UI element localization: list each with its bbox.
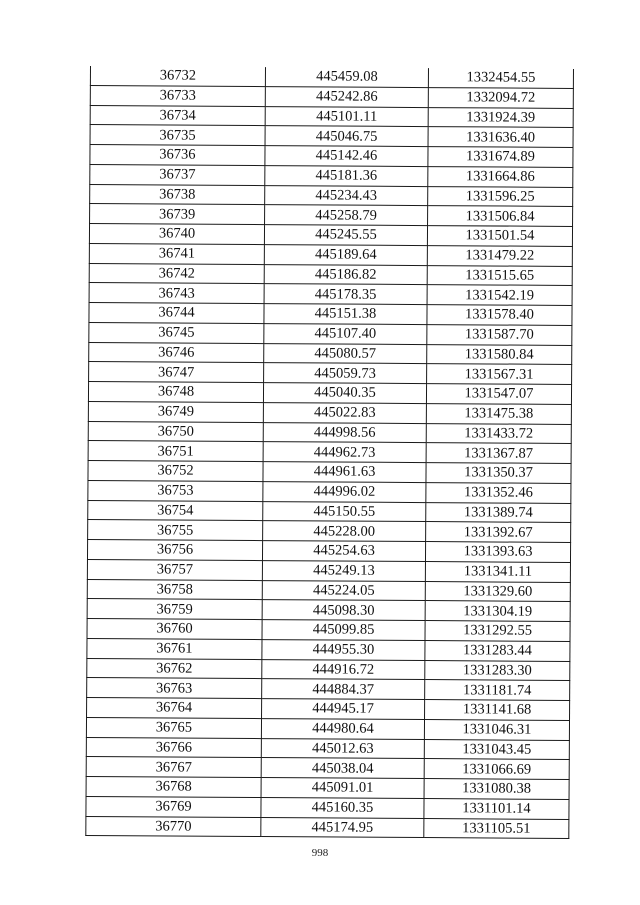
y-coordinate-cell: 1331341.11 [425, 561, 570, 582]
coordinates-table-body [86, 66, 574, 839]
y-coordinate-cell: 1331392.67 [426, 522, 571, 543]
table-row [88, 421, 571, 444]
table-row [89, 243, 572, 266]
point-id-cell: 36747 [89, 362, 264, 383]
table-row [87, 599, 570, 622]
x-coordinate-cell: 445022.83 [263, 402, 426, 423]
y-coordinate-cell: 1331596.25 [428, 186, 573, 207]
point-id-cell: 36755 [88, 520, 263, 541]
y-coordinate-cell: 1331105.51 [424, 818, 569, 839]
y-coordinate-cell: 1331043.45 [424, 739, 569, 760]
point-id-cell: 36751 [88, 441, 263, 462]
point-id-cell: 36749 [88, 401, 263, 422]
x-coordinate-cell: 445160.35 [261, 797, 424, 818]
table-row [90, 164, 573, 187]
y-coordinate-cell: 1331101.14 [424, 798, 569, 819]
table-row [87, 638, 570, 661]
x-coordinate-cell: 445242.86 [265, 86, 428, 107]
point-id-cell: 36735 [90, 125, 265, 146]
point-id-cell: 36746 [89, 342, 264, 363]
x-coordinate-cell: 444980.64 [261, 718, 424, 739]
point-id-cell: 36752 [88, 460, 263, 481]
table-row [89, 322, 572, 345]
point-id-cell: 36754 [88, 500, 263, 521]
table-row [90, 204, 573, 227]
y-coordinate-cell: 1331350.37 [426, 463, 571, 484]
point-id-cell: 36743 [89, 283, 264, 304]
point-id-cell: 36762 [87, 658, 262, 679]
y-coordinate-cell: 1331329.60 [425, 581, 570, 602]
y-coordinate-cell: 1331567.31 [427, 364, 572, 385]
point-id-cell: 36766 [86, 737, 261, 758]
y-coordinate-cell: 1331587.70 [427, 324, 572, 345]
y-coordinate-cell: 1331283.30 [425, 660, 570, 681]
y-coordinate-cell: 1331066.69 [424, 759, 569, 780]
table-row [89, 263, 572, 286]
point-id-cell: 36757 [87, 559, 262, 580]
x-coordinate-cell: 445080.57 [264, 343, 427, 364]
x-coordinate-cell: 444916.72 [262, 659, 425, 680]
point-id-cell: 36742 [89, 263, 264, 284]
y-coordinate-cell: 1331636.40 [428, 127, 573, 148]
x-coordinate-cell: 444945.17 [262, 699, 425, 720]
table-row [87, 539, 570, 562]
table-row [89, 224, 572, 247]
y-coordinate-cell: 1331080.38 [424, 779, 569, 800]
point-id-cell: 36734 [90, 105, 265, 126]
page-number: 998 [311, 847, 329, 859]
x-coordinate-cell: 445228.00 [263, 521, 426, 542]
y-coordinate-cell: 1331515.65 [427, 265, 572, 286]
y-coordinate-cell: 1331542.19 [427, 285, 572, 306]
table-row [86, 757, 569, 780]
table-row [90, 105, 573, 128]
x-coordinate-cell: 445099.85 [262, 620, 425, 641]
table-row [90, 145, 573, 168]
x-coordinate-cell: 445178.35 [264, 284, 427, 305]
point-id-cell: 36770 [86, 816, 261, 837]
x-coordinate-cell: 445040.35 [263, 383, 426, 404]
point-id-cell: 36769 [86, 796, 261, 817]
table-row [87, 579, 570, 602]
point-id-cell: 36737 [90, 164, 265, 185]
point-id-cell: 36744 [89, 302, 264, 323]
table-row [90, 85, 573, 108]
point-id-cell: 36768 [86, 776, 261, 797]
y-coordinate-cell: 1331304.19 [425, 601, 570, 622]
y-coordinate-cell: 1331506.84 [428, 206, 573, 227]
point-id-cell: 36759 [87, 599, 262, 620]
x-coordinate-cell: 445186.82 [264, 264, 427, 285]
table-row [88, 500, 571, 523]
table-row [88, 460, 571, 483]
y-coordinate-cell: 1331283.44 [425, 640, 570, 661]
y-coordinate-cell: 1331181.74 [425, 680, 570, 701]
x-coordinate-cell: 445059.73 [264, 363, 427, 384]
table-row [87, 559, 570, 582]
point-id-cell: 36753 [88, 480, 263, 501]
y-coordinate-cell: 1331501.54 [427, 226, 572, 247]
x-coordinate-cell: 445189.64 [264, 244, 427, 265]
point-id-cell: 36741 [89, 243, 264, 264]
x-coordinate-cell: 445012.63 [261, 738, 424, 759]
x-coordinate-cell: 445181.36 [265, 165, 428, 186]
table-row [86, 717, 569, 740]
point-id-cell: 36756 [87, 539, 262, 560]
x-coordinate-cell: 445091.01 [261, 778, 424, 799]
table-row [87, 678, 570, 701]
x-coordinate-cell: 445038.04 [261, 758, 424, 779]
x-coordinate-cell: 445046.75 [265, 126, 428, 147]
x-coordinate-cell: 444962.73 [263, 442, 426, 463]
table-row [89, 283, 572, 306]
coordinates-table [85, 66, 574, 839]
y-coordinate-cell: 1331367.87 [426, 443, 571, 464]
x-coordinate-cell: 445098.30 [262, 600, 425, 621]
table-row [88, 401, 571, 424]
x-coordinate-cell: 444996.02 [263, 481, 426, 502]
point-id-cell: 36738 [90, 184, 265, 205]
table-row [87, 658, 570, 681]
table-row [89, 362, 572, 385]
y-coordinate-cell: 1331389.74 [426, 502, 571, 523]
y-coordinate-cell: 1331924.39 [428, 107, 573, 128]
x-coordinate-cell: 445234.43 [265, 185, 428, 206]
y-coordinate-cell: 1331479.22 [427, 245, 572, 266]
point-id-cell: 36761 [87, 638, 262, 659]
y-coordinate-cell: 1331141.68 [425, 700, 570, 721]
table-row [89, 302, 572, 325]
table-row [90, 184, 573, 207]
point-id-cell: 36733 [90, 85, 265, 106]
x-coordinate-cell: 445142.46 [265, 146, 428, 167]
point-id-cell: 36732 [90, 66, 265, 86]
table-row [87, 697, 570, 720]
x-coordinate-cell: 445258.79 [265, 205, 428, 226]
table-row [86, 776, 569, 799]
x-coordinate-cell: 445249.13 [262, 560, 425, 581]
x-coordinate-cell: 445107.40 [264, 323, 427, 344]
x-coordinate-cell: 445459.08 [265, 67, 428, 87]
x-coordinate-cell: 444955.30 [262, 639, 425, 660]
y-coordinate-cell: 1332454.55 [428, 68, 573, 88]
y-coordinate-cell: 1331664.86 [428, 166, 573, 187]
point-id-cell: 36745 [89, 322, 264, 343]
y-coordinate-cell: 1331046.31 [424, 719, 569, 740]
x-coordinate-cell: 445254.63 [262, 541, 425, 562]
x-coordinate-cell: 445245.55 [264, 225, 427, 246]
table-row [88, 381, 571, 404]
y-coordinate-cell: 1331352.46 [426, 482, 571, 503]
x-coordinate-cell: 444961.63 [263, 462, 426, 483]
table-row [86, 796, 569, 819]
y-coordinate-cell: 1331475.38 [426, 403, 571, 424]
x-coordinate-cell: 445150.55 [263, 501, 426, 522]
table-row [86, 737, 569, 760]
table-row [87, 618, 570, 641]
x-coordinate-cell: 444998.56 [263, 422, 426, 443]
point-id-cell: 36765 [86, 717, 261, 738]
y-coordinate-cell: 1331674.89 [428, 147, 573, 168]
x-coordinate-cell: 444884.37 [262, 679, 425, 700]
y-coordinate-cell: 1331433.72 [426, 423, 571, 444]
table-row [88, 480, 571, 503]
x-coordinate-cell: 445224.05 [262, 580, 425, 601]
point-id-cell: 36736 [90, 145, 265, 166]
y-coordinate-cell: 1331393.63 [425, 542, 570, 563]
y-coordinate-cell: 1332094.72 [428, 87, 573, 108]
point-id-cell: 36763 [87, 678, 262, 699]
table-row [88, 520, 571, 543]
table-row [90, 125, 573, 148]
point-id-cell: 36758 [87, 579, 262, 600]
point-id-cell: 36748 [88, 381, 263, 402]
x-coordinate-cell: 445151.38 [264, 304, 427, 325]
table-row [89, 342, 572, 365]
point-id-cell: 36760 [87, 618, 262, 639]
point-id-cell: 36767 [86, 757, 261, 778]
table-row [86, 816, 569, 839]
y-coordinate-cell: 1331292.55 [425, 621, 570, 642]
point-id-cell: 36750 [88, 421, 263, 442]
point-id-cell: 36739 [90, 204, 265, 225]
point-id-cell: 36764 [87, 697, 262, 718]
x-coordinate-cell: 445101.11 [265, 106, 428, 127]
y-coordinate-cell: 1331578.40 [427, 305, 572, 326]
y-coordinate-cell: 1331580.84 [427, 344, 572, 365]
table-row [88, 441, 571, 464]
x-coordinate-cell: 445174.95 [261, 817, 424, 838]
point-id-cell: 36740 [89, 224, 264, 245]
y-coordinate-cell: 1331547.07 [426, 384, 571, 405]
